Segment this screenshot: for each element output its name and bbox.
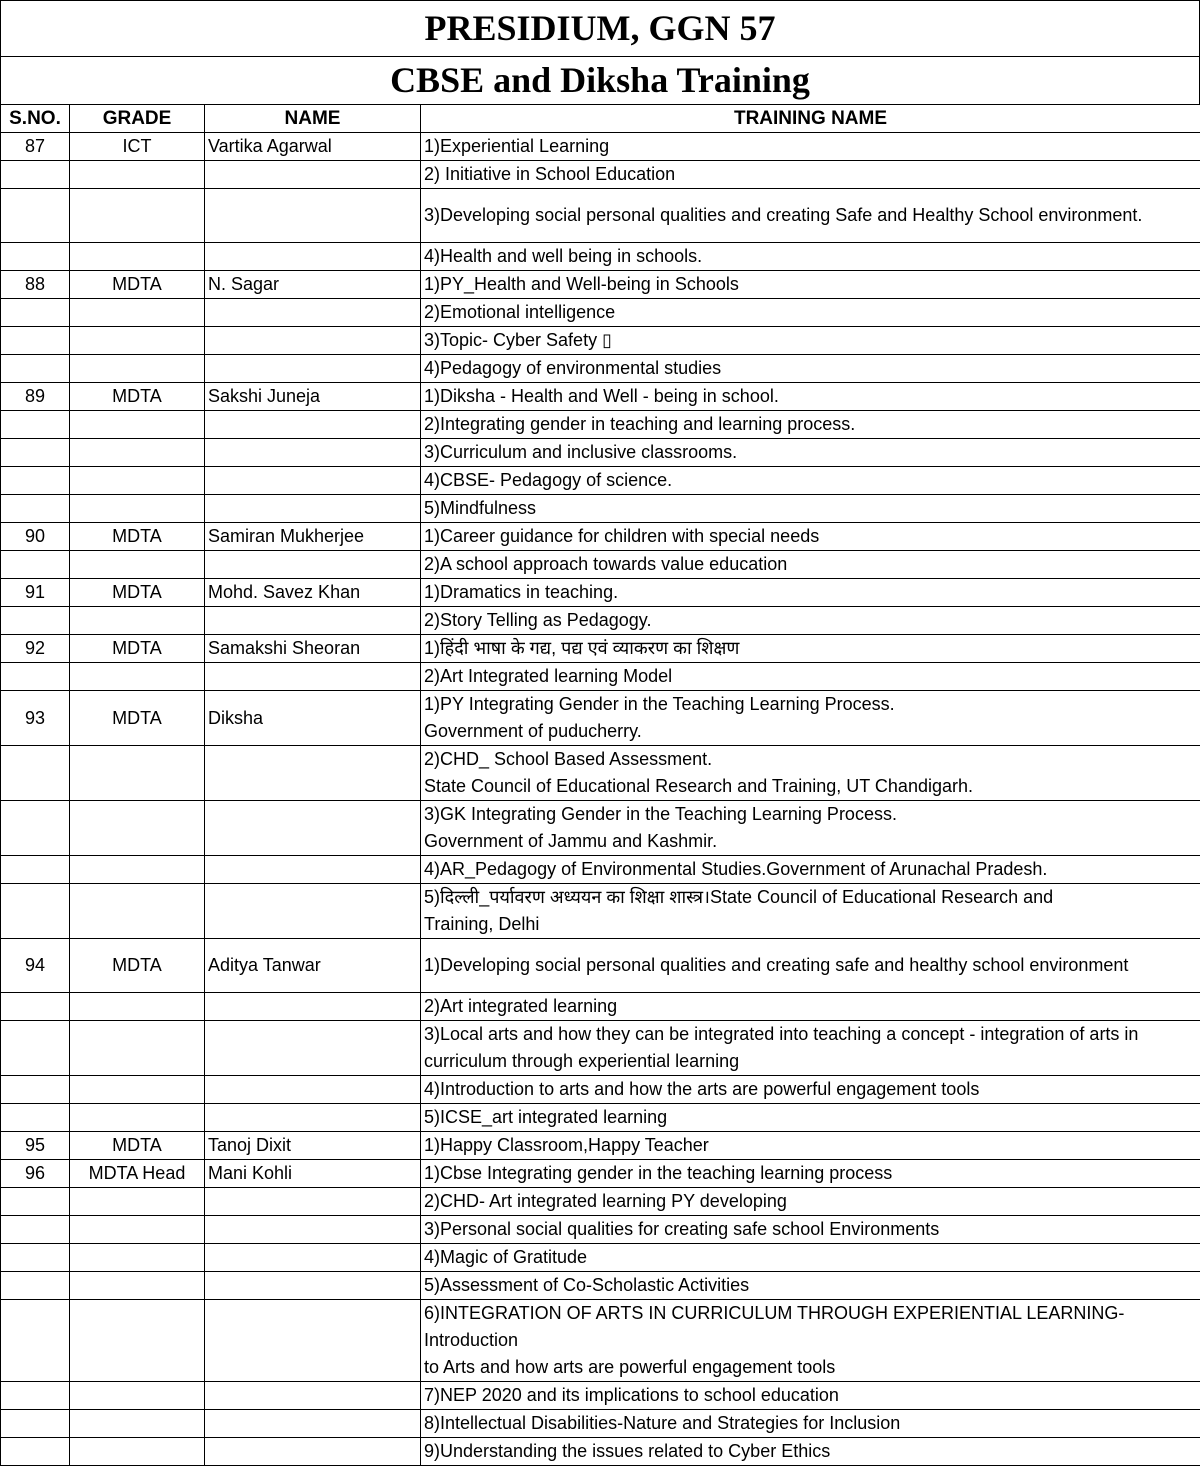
table-row <box>1 1216 1200 1244</box>
cell-sno: 94 <box>1 939 70 993</box>
cell-sno <box>1 411 70 439</box>
page-subtitle: CBSE and Diksha Training <box>1 57 1199 104</box>
cell-sno: 91 <box>1 579 70 607</box>
cell-sno <box>1 299 70 327</box>
table-row <box>1 271 1200 299</box>
cell-grade <box>70 1300 205 1382</box>
cell-training: 4)Health and well being in schools. <box>421 243 1200 271</box>
cell-name <box>205 856 421 884</box>
table-row <box>1 1104 1200 1132</box>
cell-grade: MDTA <box>70 271 205 299</box>
cell-name <box>205 189 421 243</box>
table-row <box>1 635 1200 663</box>
cell-grade <box>70 189 205 243</box>
cell-name <box>205 1300 421 1382</box>
cell-grade: MDTA <box>70 939 205 993</box>
cell-name: Aditya Tanwar <box>205 939 421 993</box>
cell-grade <box>70 607 205 635</box>
cell-grade <box>70 1382 205 1410</box>
cell-sno: 90 <box>1 523 70 551</box>
cell-sno: 92 <box>1 635 70 663</box>
cell-grade <box>70 1076 205 1104</box>
cell-training: 1)Career guidance for children with special needs <box>421 523 1200 551</box>
table-body <box>1 133 1200 1466</box>
cell-sno <box>1 1188 70 1216</box>
cell-grade: MDTA <box>70 635 205 663</box>
cell-training: 5)Mindfulness <box>421 495 1200 523</box>
table-row <box>1 856 1200 884</box>
table-row <box>1 243 1200 271</box>
cell-sno <box>1 355 70 383</box>
cell-training: 5)Assessment of Co-Scholastic Activities <box>421 1272 1200 1300</box>
table-row <box>1 691 1200 746</box>
cell-sno <box>1 327 70 355</box>
table-row <box>1 411 1200 439</box>
cell-sno <box>1 1300 70 1382</box>
table-row <box>1 1021 1200 1076</box>
cell-name <box>205 551 421 579</box>
cell-training: 2) Initiative in School Education <box>421 161 1200 189</box>
table-row <box>1 523 1200 551</box>
page-title: PRESIDIUM, GGN 57 <box>1 1 1199 57</box>
cell-grade: MDTA <box>70 691 205 746</box>
cell-sno: 93 <box>1 691 70 746</box>
cell-name <box>205 411 421 439</box>
cell-grade <box>70 299 205 327</box>
cell-sno: 88 <box>1 271 70 299</box>
cell-training: 4)CBSE- Pedagogy of science. <box>421 467 1200 495</box>
cell-name <box>205 663 421 691</box>
cell-name <box>205 1244 421 1272</box>
table-row <box>1 993 1200 1021</box>
cell-training: 2)Art integrated learning <box>421 993 1200 1021</box>
cell-grade <box>70 1272 205 1300</box>
column-header-grade: GRADE <box>70 105 205 133</box>
cell-training: 1)Diksha - Health and Well - being in school. <box>421 383 1200 411</box>
table-row <box>1 161 1200 189</box>
cell-grade <box>70 663 205 691</box>
table-row <box>1 551 1200 579</box>
cell-grade <box>70 243 205 271</box>
table-row <box>1 1188 1200 1216</box>
table-row <box>1 579 1200 607</box>
cell-sno <box>1 884 70 939</box>
cell-grade <box>70 1410 205 1438</box>
cell-training: 4)Pedagogy of environmental studies <box>421 355 1200 383</box>
cell-name <box>205 299 421 327</box>
cell-training: 7)NEP 2020 and its implications to school education <box>421 1382 1200 1410</box>
table-row <box>1 1382 1200 1410</box>
cell-grade <box>70 495 205 523</box>
table-row <box>1 1410 1200 1438</box>
cell-training: 2)Story Telling as Pedagogy. <box>421 607 1200 635</box>
cell-sno <box>1 467 70 495</box>
cell-grade <box>70 327 205 355</box>
cell-training: 4)AR_Pedagogy of Environmental Studies.Government of Arunachal Pradesh. <box>421 856 1200 884</box>
cell-grade: MDTA <box>70 523 205 551</box>
cell-training: 3)Topic- Cyber Safety ▯ <box>421 327 1200 355</box>
cell-sno <box>1 607 70 635</box>
cell-training: 1)PY Integrating Gender in the Teaching Learning Process. Government of puducherry. <box>421 691 1200 746</box>
column-header-training: TRAINING NAME <box>421 105 1200 133</box>
cell-name <box>205 1216 421 1244</box>
table-row <box>1 1132 1200 1160</box>
cell-grade: MDTA <box>70 1132 205 1160</box>
table-row <box>1 189 1200 243</box>
cell-sno <box>1 1076 70 1104</box>
cell-name <box>205 439 421 467</box>
table-header <box>1 105 1200 133</box>
cell-training: 2)Integrating gender in teaching and learning process. <box>421 411 1200 439</box>
table-row <box>1 1438 1200 1466</box>
cell-grade <box>70 1244 205 1272</box>
cell-sno: 89 <box>1 383 70 411</box>
table-row <box>1 495 1200 523</box>
cell-training: 3)Developing social personal qualities and creating Safe and Healthy School environment. <box>421 189 1200 243</box>
cell-name <box>205 467 421 495</box>
cell-sno <box>1 243 70 271</box>
cell-sno <box>1 439 70 467</box>
cell-grade <box>70 1438 205 1466</box>
cell-name: Vartika Agarwal <box>205 133 421 161</box>
cell-training: 1)हिंदी भाषा के गद्य, पद्य एवं व्याकरण का शिक्षण <box>421 635 1200 663</box>
cell-name: Sakshi Juneja <box>205 383 421 411</box>
cell-training: 1)Developing social personal qualities and creating safe and healthy school environment <box>421 939 1200 993</box>
cell-training: 2)CHD- Art integrated learning PY developing <box>421 1188 1200 1216</box>
cell-name: Diksha <box>205 691 421 746</box>
cell-name <box>205 495 421 523</box>
cell-sno: 95 <box>1 1132 70 1160</box>
cell-name: Samakshi Sheoran <box>205 635 421 663</box>
cell-grade <box>70 467 205 495</box>
cell-training: 4)Magic of Gratitude <box>421 1244 1200 1272</box>
cell-grade <box>70 856 205 884</box>
cell-name <box>205 1382 421 1410</box>
column-header-sno: S.NO. <box>1 105 70 133</box>
table-row <box>1 607 1200 635</box>
cell-sno <box>1 801 70 856</box>
cell-grade <box>70 801 205 856</box>
cell-training: 1)Happy Classroom,Happy Teacher <box>421 1132 1200 1160</box>
cell-name <box>205 884 421 939</box>
cell-training: 1)Cbse Integrating gender in the teaching learning process <box>421 1160 1200 1188</box>
cell-training: 5)दिल्ली_पर्यावरण अध्ययन का शिक्षा शास्त्र।State Council of Educational Research and Training, Delhi <box>421 884 1200 939</box>
cell-grade: MDTA Head <box>70 1160 205 1188</box>
cell-grade <box>70 1021 205 1076</box>
table-row <box>1 467 1200 495</box>
table-row <box>1 327 1200 355</box>
cell-sno <box>1 161 70 189</box>
cell-grade <box>70 551 205 579</box>
cell-sno <box>1 856 70 884</box>
cell-grade <box>70 884 205 939</box>
table-row <box>1 1300 1200 1382</box>
cell-training: 9)Understanding the issues related to Cyber Ethics <box>421 1438 1200 1466</box>
cell-name <box>205 1076 421 1104</box>
cell-name <box>205 355 421 383</box>
cell-sno <box>1 1410 70 1438</box>
cell-grade: ICT <box>70 133 205 161</box>
cell-grade <box>70 1188 205 1216</box>
cell-training: 3)Curriculum and inclusive classrooms. <box>421 439 1200 467</box>
table-row <box>1 884 1200 939</box>
cell-name: Mani Kohli <box>205 1160 421 1188</box>
cell-training: 1)Experiential Learning <box>421 133 1200 161</box>
cell-name <box>205 1188 421 1216</box>
cell-grade: MDTA <box>70 579 205 607</box>
cell-name <box>205 327 421 355</box>
table-row <box>1 1160 1200 1188</box>
cell-name: Tanoj Dixit <box>205 1132 421 1160</box>
cell-training: 2)A school approach towards value education <box>421 551 1200 579</box>
table-row <box>1 801 1200 856</box>
cell-sno <box>1 1104 70 1132</box>
cell-grade <box>70 411 205 439</box>
cell-sno: 96 <box>1 1160 70 1188</box>
cell-sno <box>1 746 70 801</box>
cell-sno <box>1 495 70 523</box>
cell-name: Mohd. Savez Khan <box>205 579 421 607</box>
column-header-name: NAME <box>205 105 421 133</box>
cell-training: 3)GK Integrating Gender in the Teaching Learning Process. Government of Jammu and Kashmir. <box>421 801 1200 856</box>
cell-training: 1)PY_Health and Well-being in Schools <box>421 271 1200 299</box>
cell-training: 4)Introduction to arts and how the arts are powerful engagement tools <box>421 1076 1200 1104</box>
title-block <box>0 0 1200 104</box>
cell-grade <box>70 746 205 801</box>
table-row <box>1 439 1200 467</box>
cell-training: 2)CHD_ School Based Assessment. State Council of Educational Research and Training, UT Chandigarh. <box>421 746 1200 801</box>
table-row <box>1 1272 1200 1300</box>
cell-name <box>205 1410 421 1438</box>
cell-training: 6)INTEGRATION OF ARTS IN CURRICULUM THROUGH EXPERIENTIAL LEARNING-Introduction to Arts and how arts are powerful engagement tools <box>421 1300 1200 1382</box>
cell-name <box>205 993 421 1021</box>
table-row <box>1 133 1200 161</box>
cell-name <box>205 1021 421 1076</box>
cell-name <box>205 243 421 271</box>
cell-grade <box>70 355 205 383</box>
cell-name: Samiran Mukherjee <box>205 523 421 551</box>
cell-training: 1)Dramatics in teaching. <box>421 579 1200 607</box>
table-row <box>1 663 1200 691</box>
cell-sno <box>1 1216 70 1244</box>
cell-sno <box>1 1021 70 1076</box>
table-row <box>1 939 1200 993</box>
cell-name: N. Sagar <box>205 271 421 299</box>
cell-name <box>205 607 421 635</box>
cell-name <box>205 801 421 856</box>
cell-sno <box>1 663 70 691</box>
cell-grade <box>70 1216 205 1244</box>
cell-training: 2)Emotional intelligence <box>421 299 1200 327</box>
cell-name <box>205 1104 421 1132</box>
cell-grade <box>70 161 205 189</box>
table-row <box>1 383 1200 411</box>
cell-sno <box>1 1244 70 1272</box>
cell-sno <box>1 1438 70 1466</box>
cell-sno <box>1 189 70 243</box>
cell-grade <box>70 993 205 1021</box>
cell-training: 3)Local arts and how they can be integrated into teaching a concept - integration of arts in curriculum through experiential learning <box>421 1021 1200 1076</box>
table-row <box>1 746 1200 801</box>
cell-training: 5)ICSE_art integrated learning <box>421 1104 1200 1132</box>
cell-training: 3)Personal social qualities for creating safe school Environments <box>421 1216 1200 1244</box>
cell-name <box>205 746 421 801</box>
table-row <box>1 1076 1200 1104</box>
table-row <box>1 355 1200 383</box>
cell-training: 8)Intellectual Disabilities-Nature and Strategies for Inclusion <box>421 1410 1200 1438</box>
table-row <box>1 299 1200 327</box>
cell-grade <box>70 439 205 467</box>
cell-name <box>205 1438 421 1466</box>
cell-sno <box>1 993 70 1021</box>
cell-sno <box>1 551 70 579</box>
table-row <box>1 1244 1200 1272</box>
training-table <box>0 104 1200 1466</box>
cell-grade <box>70 1104 205 1132</box>
cell-training: 2)Art Integrated learning Model <box>421 663 1200 691</box>
cell-sno <box>1 1272 70 1300</box>
cell-sno: 87 <box>1 133 70 161</box>
cell-sno <box>1 1382 70 1410</box>
cell-name <box>205 161 421 189</box>
cell-name <box>205 1272 421 1300</box>
cell-grade: MDTA <box>70 383 205 411</box>
